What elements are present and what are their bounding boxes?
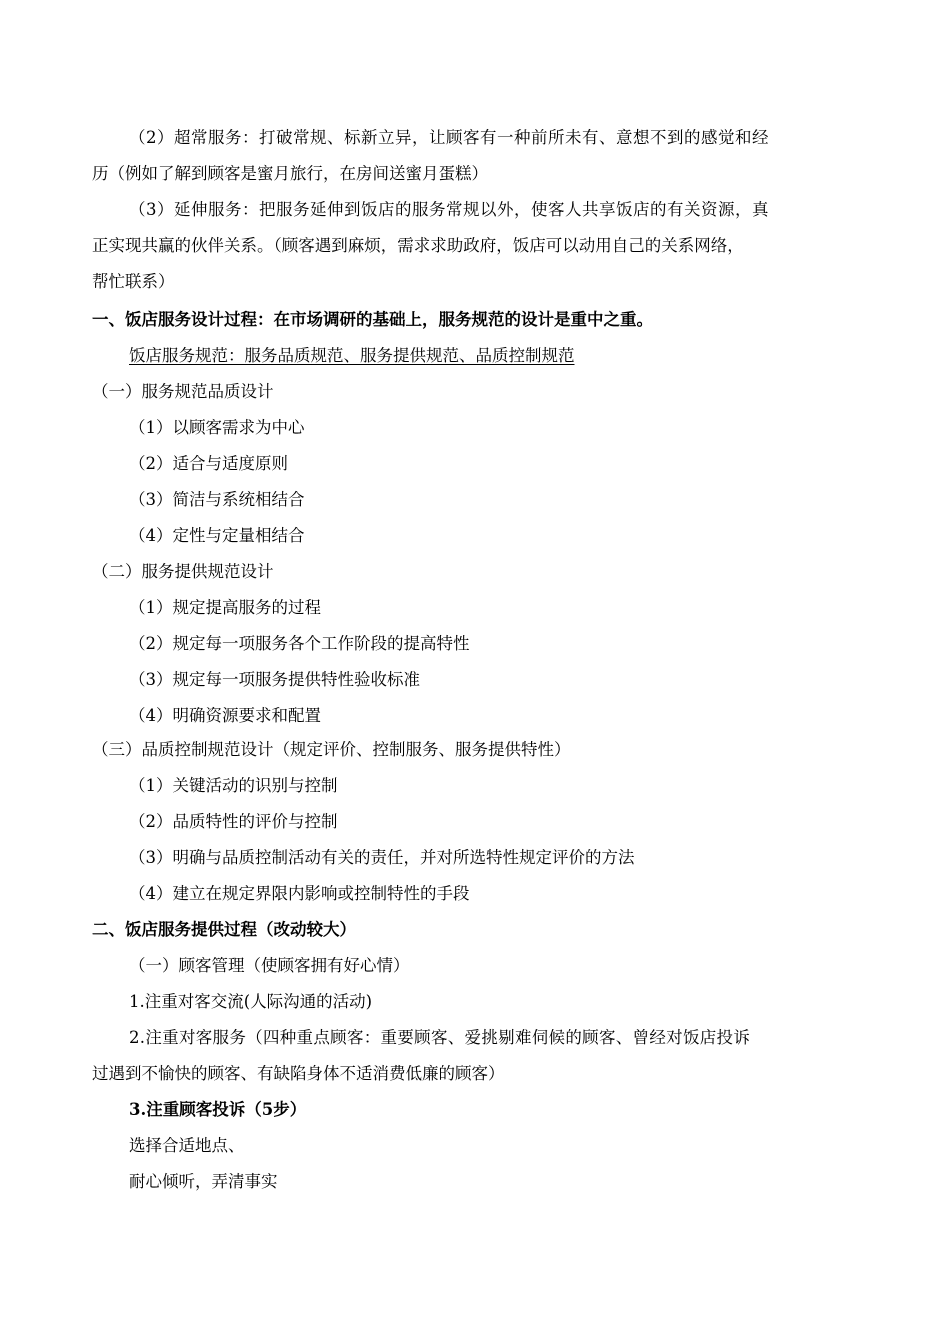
list-item: （3）明确与品质控制活动有关的责任，并对所选特性规定评价的方法 [129,848,635,867]
paragraph-line: 过遇到不愉快的顾客、有缺陷身体不适消费低廉的顾客） [92,1064,505,1083]
list-item: （3）简洁与系统相结合 [129,490,305,509]
list-item: （4）建立在规定界限内影响或控制特性的手段 [129,884,470,903]
subsection-heading: （二）服务提供规范设计 [92,562,274,581]
bold-list-item: 3.注重顾客投诉（5步） [129,1100,307,1119]
list-item: （3）规定每一项服务提供特性验收标准 [129,670,420,689]
list-item: 1.注重对客交流(人际沟通的活动) [129,992,373,1011]
subsection-heading: （一）服务规范品质设计 [92,382,274,401]
list-item: （2）适合与适度原则 [129,454,288,473]
list-item: （2）品质特性的评价与控制 [129,812,338,831]
list-item: 2.注重对客服务（四种重点顾客：重要顾客、爱挑剔难伺候的顾客、曾经对饭店投诉 [129,1028,751,1047]
paragraph-line: 历（例如了解到顾客是蜜月旅行，在房间送蜜月蛋糕） [92,164,488,183]
list-item: （1）规定提高服务的过程 [129,598,321,617]
step-line: 耐心倾听，弄清事实 [129,1172,278,1191]
subsection-heading: （三）品质控制规范设计（规定评价、控制服务、服务提供特性） [92,740,571,759]
subsection-heading: （一）顾客管理（使顾客拥有好心情） [129,956,410,975]
paragraph-line: 帮忙联系） [92,272,175,291]
list-item: （4）明确资源要求和配置 [129,706,321,725]
paragraph-line: （2）超常服务：打破常规、标新立异，让顾客有一种前所未有、意想不到的感觉和经 [129,128,769,147]
underlined-summary: 饭店服务规范：服务品质规范、服务提供规范、品质控制规范 [129,346,575,365]
list-item: （4）定性与定量相结合 [129,526,305,545]
list-item: （1）以顾客需求为中心 [129,418,305,437]
paragraph-line: 正实现共赢的伙伴关系。（顾客遇到麻烦，需求求助政府，饭店可以动用自己的关系网络， [92,236,744,255]
section-heading-1: 一、饭店服务设计过程：在市场调研的基础上，服务规范的设计是重中之重。 [92,310,653,329]
step-line: 选择合适地点、 [129,1136,245,1155]
list-item: （1）关键活动的识别与控制 [129,776,338,795]
paragraph-line: （3）延伸服务：把服务延伸到饭店的服务常规以外，使客人共享饭店的有关资源，真 [129,200,769,219]
list-item: （2）规定每一项服务各个工作阶段的提高特性 [129,634,470,653]
section-heading-2: 二、饭店服务提供过程（改动较大） [92,920,356,939]
